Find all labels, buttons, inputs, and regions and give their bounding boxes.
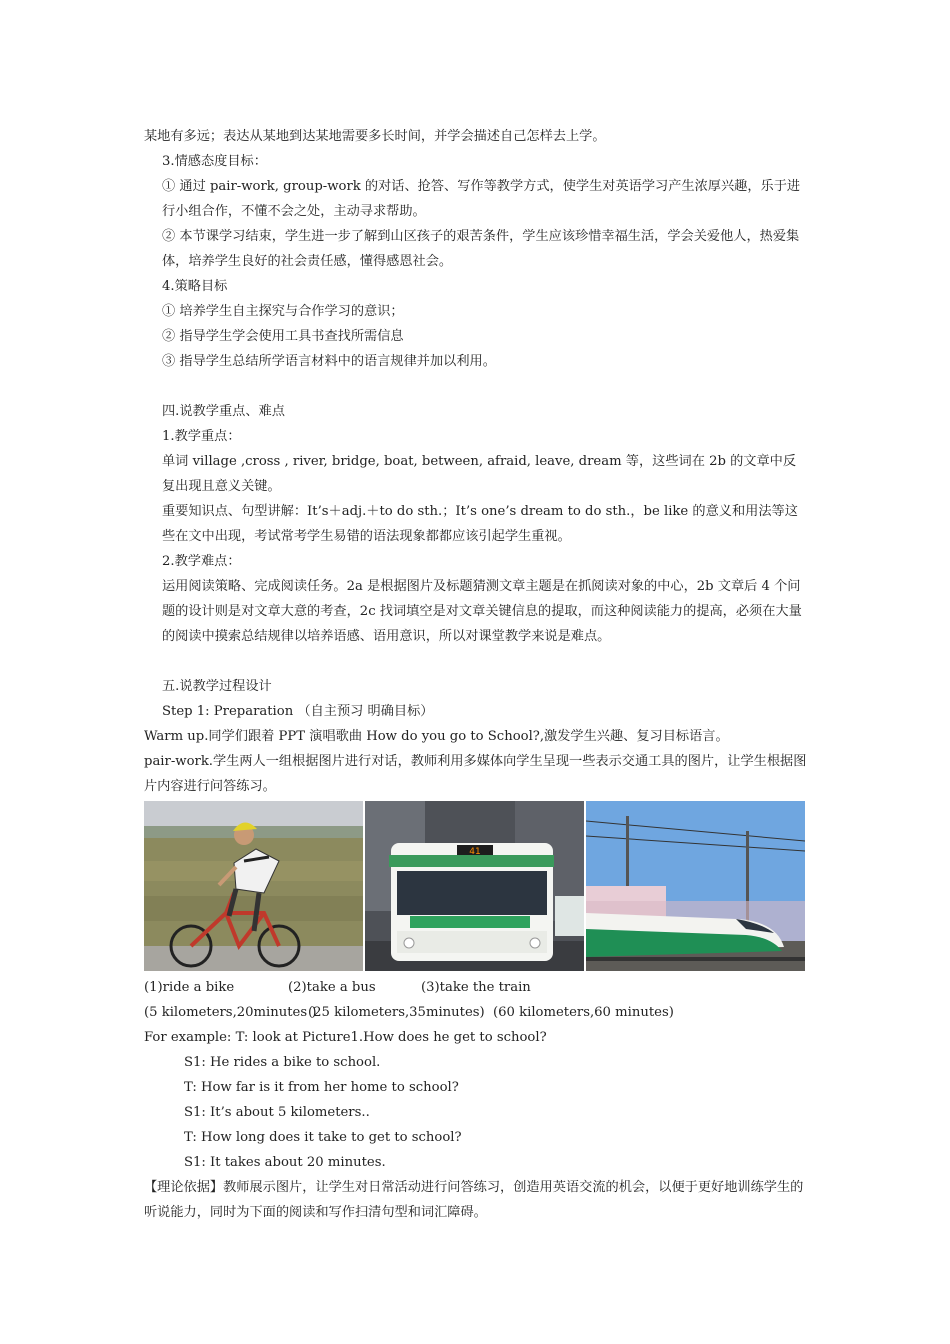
paragraph: 重要知识点、句型讲解：It’s＋adj.＋to do sth.；It’s one’s dream to do sth.，be like 的意义和用法等这些在文中出现，考试常考学生易错的语法现象都都应该引起学生重视。 xyxy=(162,504,798,544)
bus-route-number: 41 xyxy=(469,847,481,857)
list-item: ① 培养学生自主探究与合作学习的意识； xyxy=(162,304,404,319)
dialog-line: T: How far is it from her home to school? xyxy=(184,1080,459,1095)
dialog-line: T: How long does it take to get to school? xyxy=(184,1130,462,1145)
distance-bike: (5 kilometers,20minutes ) xyxy=(144,1005,317,1020)
bike-photo xyxy=(144,801,363,971)
paragraph: ② 本节课学习结束，学生进一步了解到山区孩子的艰苦条件，学生应该珍惜幸福生活，学会关爱他人，热爱集体，培养学生良好的社会责任感，懂得感恩社会。 xyxy=(162,229,800,269)
train-photo xyxy=(586,801,805,971)
list-item: ② 指导学生学会使用工具书查找所需信息 xyxy=(162,329,404,344)
caption-bike: (1)ride a bike xyxy=(144,980,235,995)
dialog-line: S1: It takes about 20 minutes. xyxy=(184,1155,386,1170)
photo-captions xyxy=(144,975,808,1000)
paragraph: 运用阅读策略、完成阅读任务。2a 是根据图片及标题猜测文章主题是在抓阅读对象的中心，2b 文章后 4 个问题的设计则是对文章大意的考查，2c 找词填空是对文章关键信息的提取，而这种阅读能力的提高，必须在大量的阅读中摸索总结规律以培养语感、语用意识，所以对课堂教学来说是难点。 xyxy=(162,579,802,644)
spacer xyxy=(144,649,808,674)
cyclist-illustration xyxy=(144,801,363,971)
list-item: ③ 指导学生总结所学语言材料中的语言规律并加以利用。 xyxy=(162,354,496,369)
paragraph: Warm up.同学们跟着 PPT 演唱歌曲 How do you go to School?,激发学生兴趣、复习目标语言。 xyxy=(144,729,729,744)
paragraph: 单词 village ,cross , river, bridge, boat, between, afraid, leave, dream 等，这些词在 2b 的文章中反复出现且意义关键。 xyxy=(162,454,797,494)
section-title: 五.说教学过程设计 xyxy=(162,679,272,694)
paragraph: pair-work.学生两人一组根据图片进行对话，教师利用多媒体向学生呈现一些表示交通工具的图片，让学生根据图片内容进行问答练习。 xyxy=(144,754,807,794)
bus-photo xyxy=(365,801,584,971)
photo-distances xyxy=(144,1000,808,1025)
section-heading: 2.教学难点： xyxy=(162,554,241,569)
section-heading: 3.情感态度目标： xyxy=(162,154,267,169)
dialog-line: S1: It’s about 5 kilometers.. xyxy=(184,1105,370,1120)
rationale-paragraph: 【理论依据】教师展示图片，让学生对日常活动进行问答练习，创造用英语交流的机会，以便于更好地训练学生的听说能力，同时为下面的阅读和写作扫清句型和词汇障碍。 xyxy=(144,1180,804,1220)
spacer xyxy=(144,374,808,399)
document-page xyxy=(144,124,808,1225)
dialog-line: For example: T: look at Picture1.How does he get to school? xyxy=(144,1030,547,1045)
distance-bus: (25 kilometers,35minutes) xyxy=(308,1005,485,1020)
section-heading: 4.策略目标 xyxy=(162,279,228,294)
caption-train: (3)take the train xyxy=(421,980,531,995)
train-illustration xyxy=(586,801,805,971)
section-heading: 1.教学重点： xyxy=(162,429,241,444)
dialog-line: S1: He rides a bike to school. xyxy=(184,1055,381,1070)
section-heading: Step 1: Preparation （自主预习 明确目标） xyxy=(162,704,434,719)
caption-bus: (2)take a bus xyxy=(288,980,376,995)
distance-train: (60 kilometers,60 minutes) xyxy=(493,1005,674,1020)
section-title: 四.说教学重点、难点 xyxy=(162,404,285,419)
paragraph: ① 通过 pair-work, group-work 的对话、抢答、写作等教学方式，使学生对英语学习产生浓厚兴趣，乐于进行小组合作，不懂不会之处，主动寻求帮助。 xyxy=(162,179,801,219)
paragraph: 某地有多远；表达从某地到达某地需要多长时间，并学会描述自己怎样去上学。 xyxy=(144,129,606,144)
photo-row xyxy=(144,801,805,971)
bus-illustration xyxy=(365,801,584,971)
